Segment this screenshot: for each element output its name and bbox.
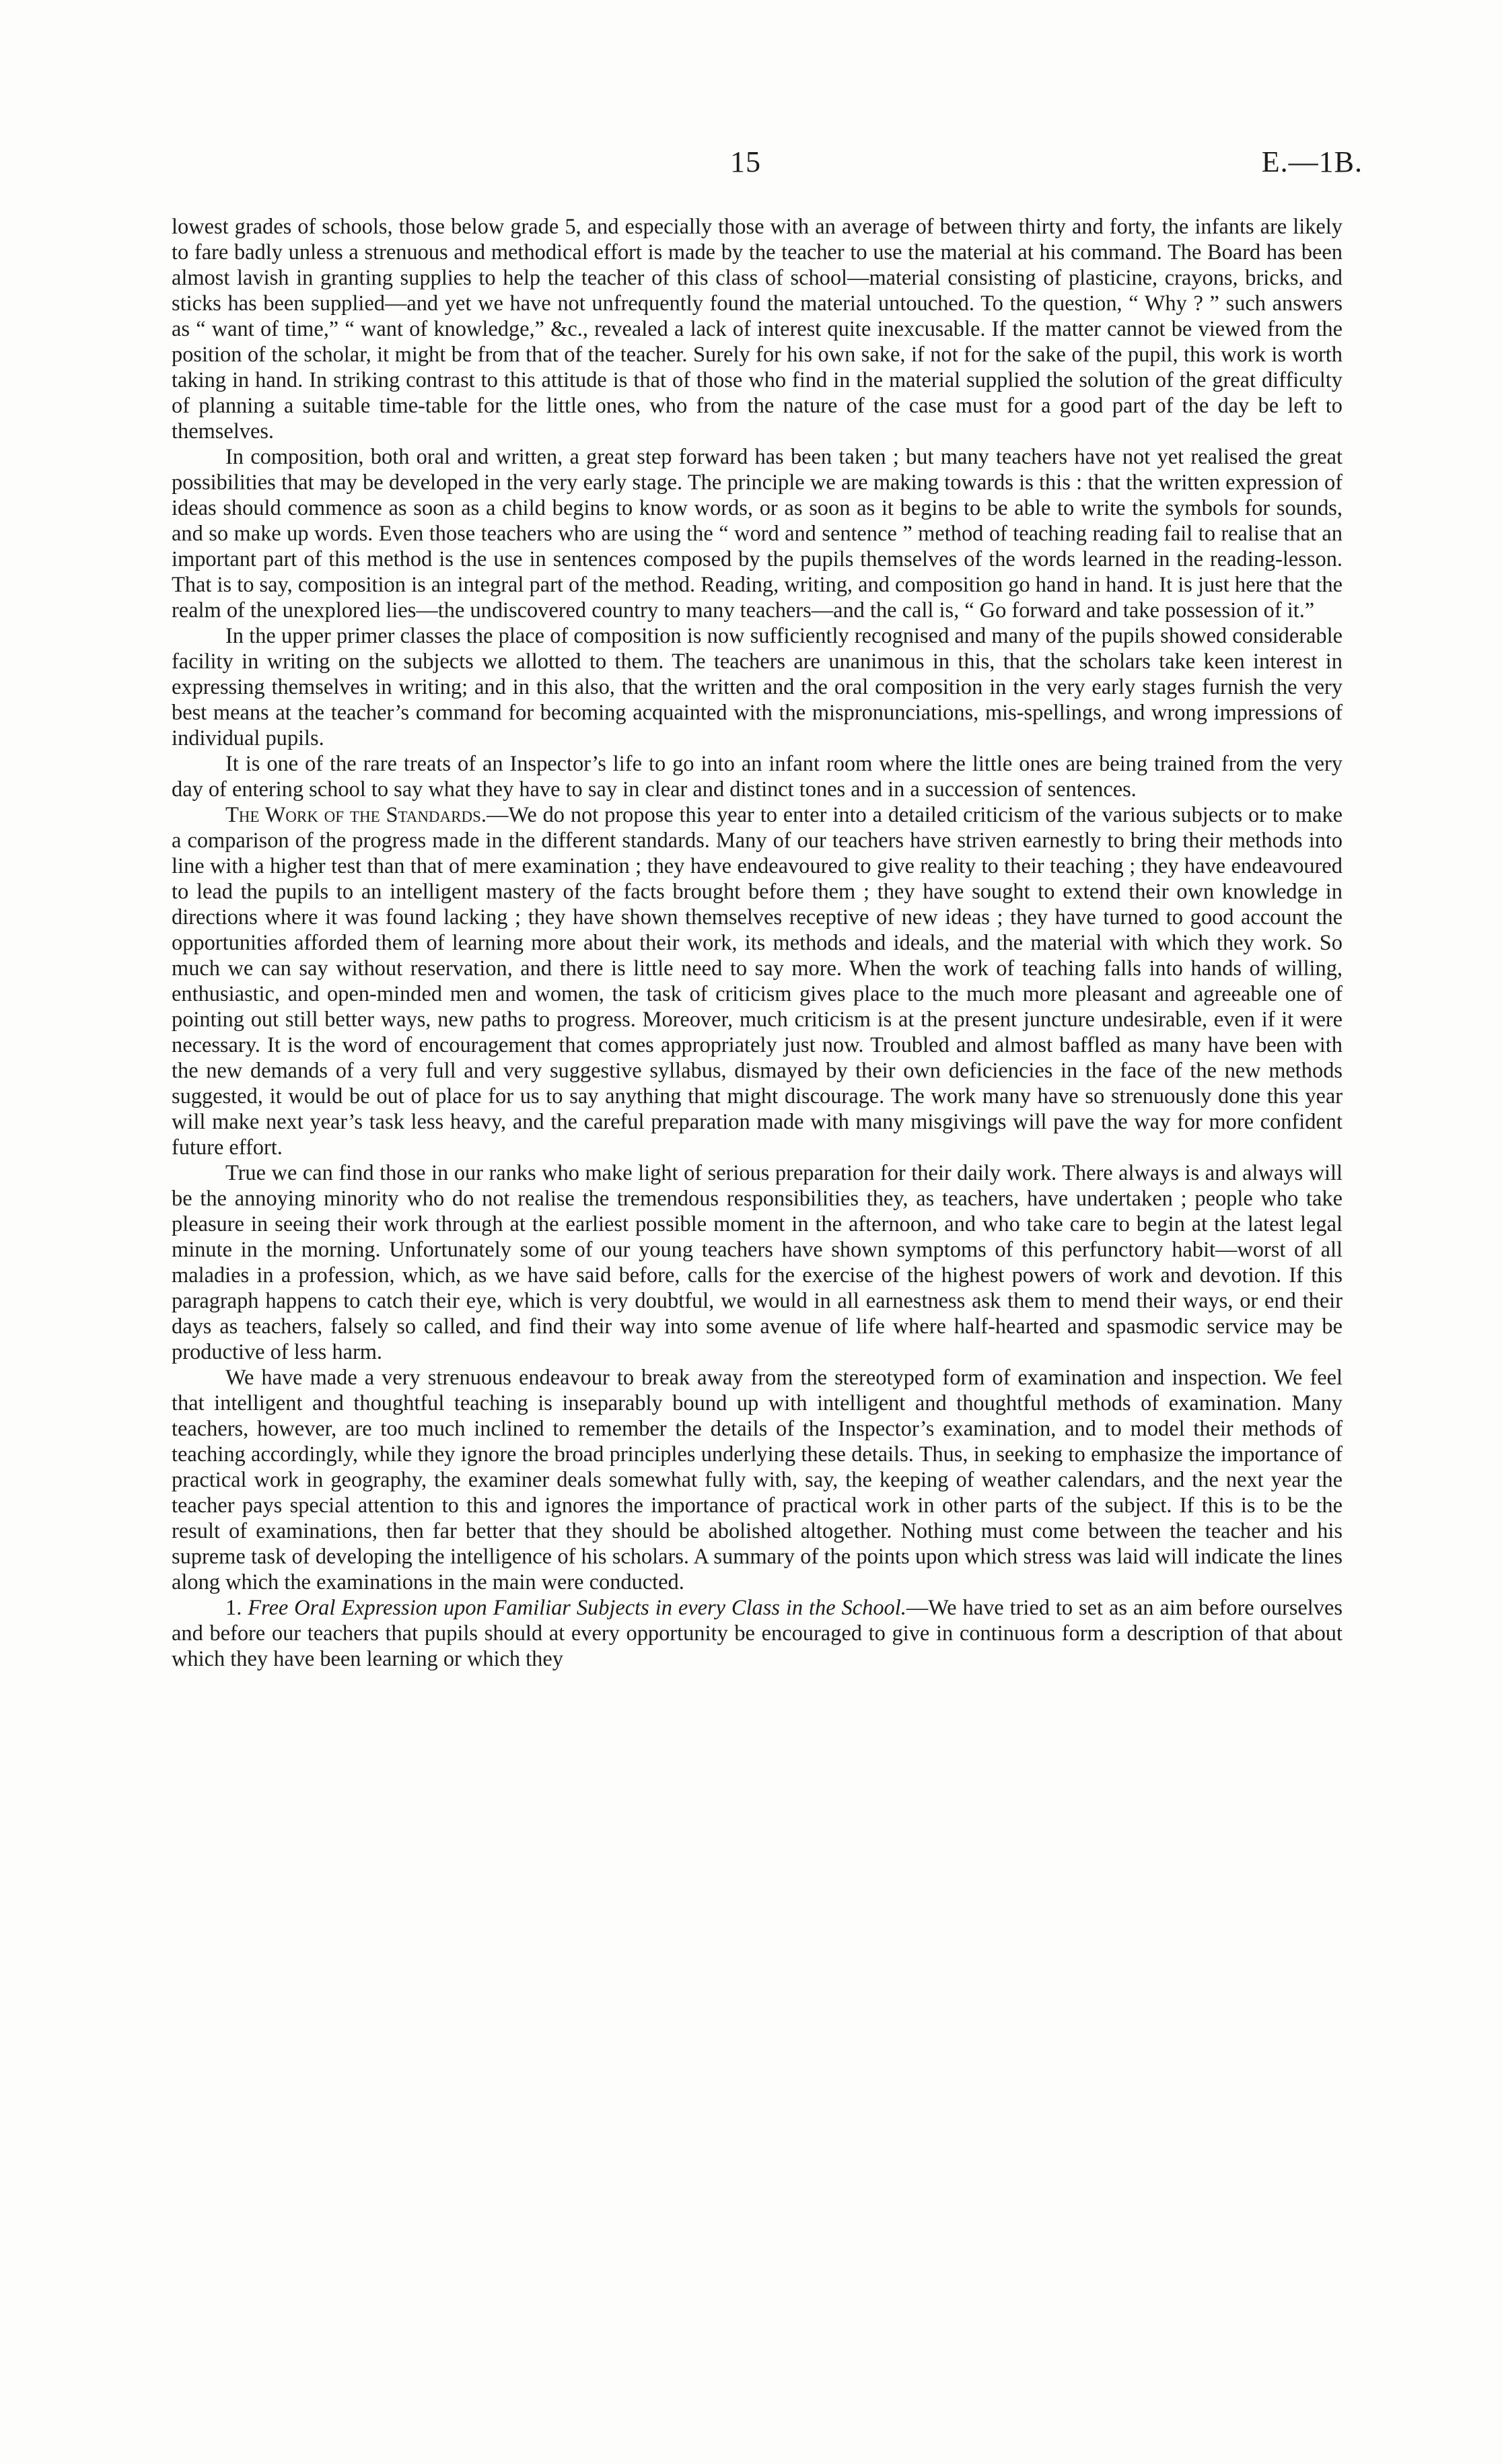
paragraph-2	[172, 444, 1343, 623]
paragraph-3-text: In the upper primer classes the place of composition is now sufficiently recognised and many of the pupils showed considerable facility in writing on the subjects we allotted to them. The teachers are unanimous in this, that the scholars take keen interest in expressing themselves in writing; and in this also, that the written and the oral composition in the very early stages furnish the very best means at the teacher’s command for becoming acquainted with the mispronunciations, mis-spellings, and wrong impressions of individual pupils.	[172, 624, 1343, 750]
paragraph-4	[172, 751, 1343, 802]
section-heading-work-of-standards: The Work of the Standards.	[225, 803, 487, 827]
document-reference	[1262, 145, 1363, 179]
paragraph-5	[172, 802, 1343, 1160]
paragraph-8-text: —We have tried to set as an aim before ourselves and before our teachers that pupils should at every opportunity be encouraged to give in continuous form a description of that about which they have been learning or which they	[172, 1596, 1343, 1671]
page-number: 15	[730, 145, 761, 178]
paragraph-6-text: True we can find those in our ranks who make light of serious preparation for their daily work. There always is and always will be the annoying minority who do not realise the tremendous responsibilities they, as teachers, have undertaken ; people who take pleasure in seeing their work through at the earliest possible moment in the afternoon, and who take care to begin at the latest legal minute in the morning. Unfortunately some of our young teachers have shown symptoms of this perfunctory habit—worst of all maladies in a profession, which, as we have said before, calls for the exercise of the highest powers of work and devotion. If this paragraph happens to catch their eye, which is very doubtful, we would in all earnestness ask them to mend their ways, or end their days as teachers, falsely so called, and find their way into some avenue of life where half-hearted and spasmodic service may be productive of less harm.	[172, 1161, 1343, 1364]
paragraph-5-text: —We do not propose this year to enter into a detailed criticism of the various subjects or to make a comparison of the progress made in the different standards. Many of our teachers have striven earnestly to bring their methods into line with a higher test than that of mere examination ; they have endeavoured to give reality to their teaching ; they have endeavoured to lead the pupils to an intelligent mastery of the facts brought before them ; they have sought to extend their own knowledge in directions where it was found lacking ; they have shown themselves receptive of new ideas ; they have turned to good account the opportunities afforded them of learning more about their work, its methods and ideals, and the material with which they work. So much we can say without reservation, and there is little need to say more. When the work of teaching falls into hands of willing, enthusiastic, and open-minded men and women, the task of criticism gives place to the much more pleasant and agreeable one of pointing out still better ways, new paths to progress. Moreover, much criticism is at the present juncture undesirable, even if it were necessary. It is the word of encouragement that comes appropriately just now. Troubled and almost baffled as many have been with the new demands of a very full and very suggestive syllabus, dismayed by their own deficiencies in the face of the new methods suggested, it would be out of place for us to say anything that might discourage. The work many have so strenuously done this year will make next year’s task less heavy, and the careful preparation made with many misgivings will pave the way for more confident future effort.	[172, 803, 1343, 1160]
paragraph-4-text: It is one of the rare treats of an Inspector’s life to go into an infant room where the little ones are being trained from the very day of entering school to say what they have to say in clear and distinct tones and in a succession of sentences.	[172, 752, 1343, 802]
document-reference-suffix: B.	[1334, 145, 1363, 178]
paragraph-6	[172, 1160, 1343, 1365]
list-number: 1.	[225, 1596, 242, 1620]
paragraph-7	[172, 1365, 1343, 1595]
paragraph-1-text: lowest grades of schools, those below grade 5, and especially those with an average of between thirty and forty, the infants are likely to fare badly unless a strenuous and methodical effort is made by the teacher to use the material at his command. The Board has been almost lavish in granting supplies to help the teacher of this class of school—material consisting of plasticine, crayons, bricks, and sticks has been supplied—and yet we have not unfrequently found the material untouched. To the question, “ Why ? ” such answers as “ want of time,” “ want of knowledge,” &c., revealed a lack of interest quite inexcusable. If the matter cannot be viewed from the position of the scholar, it might be from that of the teacher. Surely for his own sake, if not for the sake of the pupil, this work is worth taking in hand. In striking contrast to this attitude is that of those who find in the material supplied the solution of the great difficulty of planning a suitable time-table for the little ones, who from the nature of the case must for a good part of the day be left to themselves.	[172, 215, 1343, 444]
paragraph-7-text: We have made a very strenuous endeavour to break away from the stereotyped form of examination and inspection. We feel that intelligent and thoughtful teaching is inseparably bound up with intelligent and thoughtful methods of examination. Many teachers, however, are too much inclined to remember the details of the Inspector’s examination, and to model their methods of teaching accordingly, while they ignore the broad principles underlying these details. Thus, in seeking to emphasize the importance of practical work in geography, the examiner deals somewhat fully with, say, the keeping of weather calendars, and the next year the teacher pays special attention to this and ignores the importance of practical work in other parts of the subject. If this is to be the result of examinations, then far better that they should be abolished altogether. Nothing must come between the teacher and his supreme task of developing the intelligence of his scholars. A summary of the points upon which stress was laid will indicate the lines along which the examinations in the main were conducted.	[172, 1366, 1343, 1594]
document-reference-prefix: E.—1	[1261, 145, 1334, 178]
body-text	[172, 214, 1343, 1672]
page-header	[0, 145, 1502, 185]
paragraph-8	[172, 1595, 1343, 1672]
subsection-heading-free-oral-expression: Free Oral Expression upon Familiar Subjects in every Class in the School.	[248, 1596, 906, 1620]
paragraph-3	[172, 623, 1343, 751]
paragraph-2-text: In composition, both oral and written, a great step forward has been taken ; but many teachers have not yet realised the great possibilities that may be developed in the very early stage. The principle we are making towards is this : that the written expression of ideas should commence as soon as a child begins to know words, or as soon as it begins to be able to write the symbols for sounds, and so make up words. Even those teachers who are using the “ word and sentence ” method of teaching reading fail to realise that an important part of this method is the use in sentences composed by the pupils themselves of the words learned in the reading-lesson. That is to say, composition is an integral part of the method. Reading, writing, and composition go hand in hand. It is just here that the realm of the unexplored lies—the undiscovered country to many teachers—and the call is, “ Go forward and take possession of it.”	[172, 445, 1343, 623]
paragraph-1	[172, 214, 1343, 444]
